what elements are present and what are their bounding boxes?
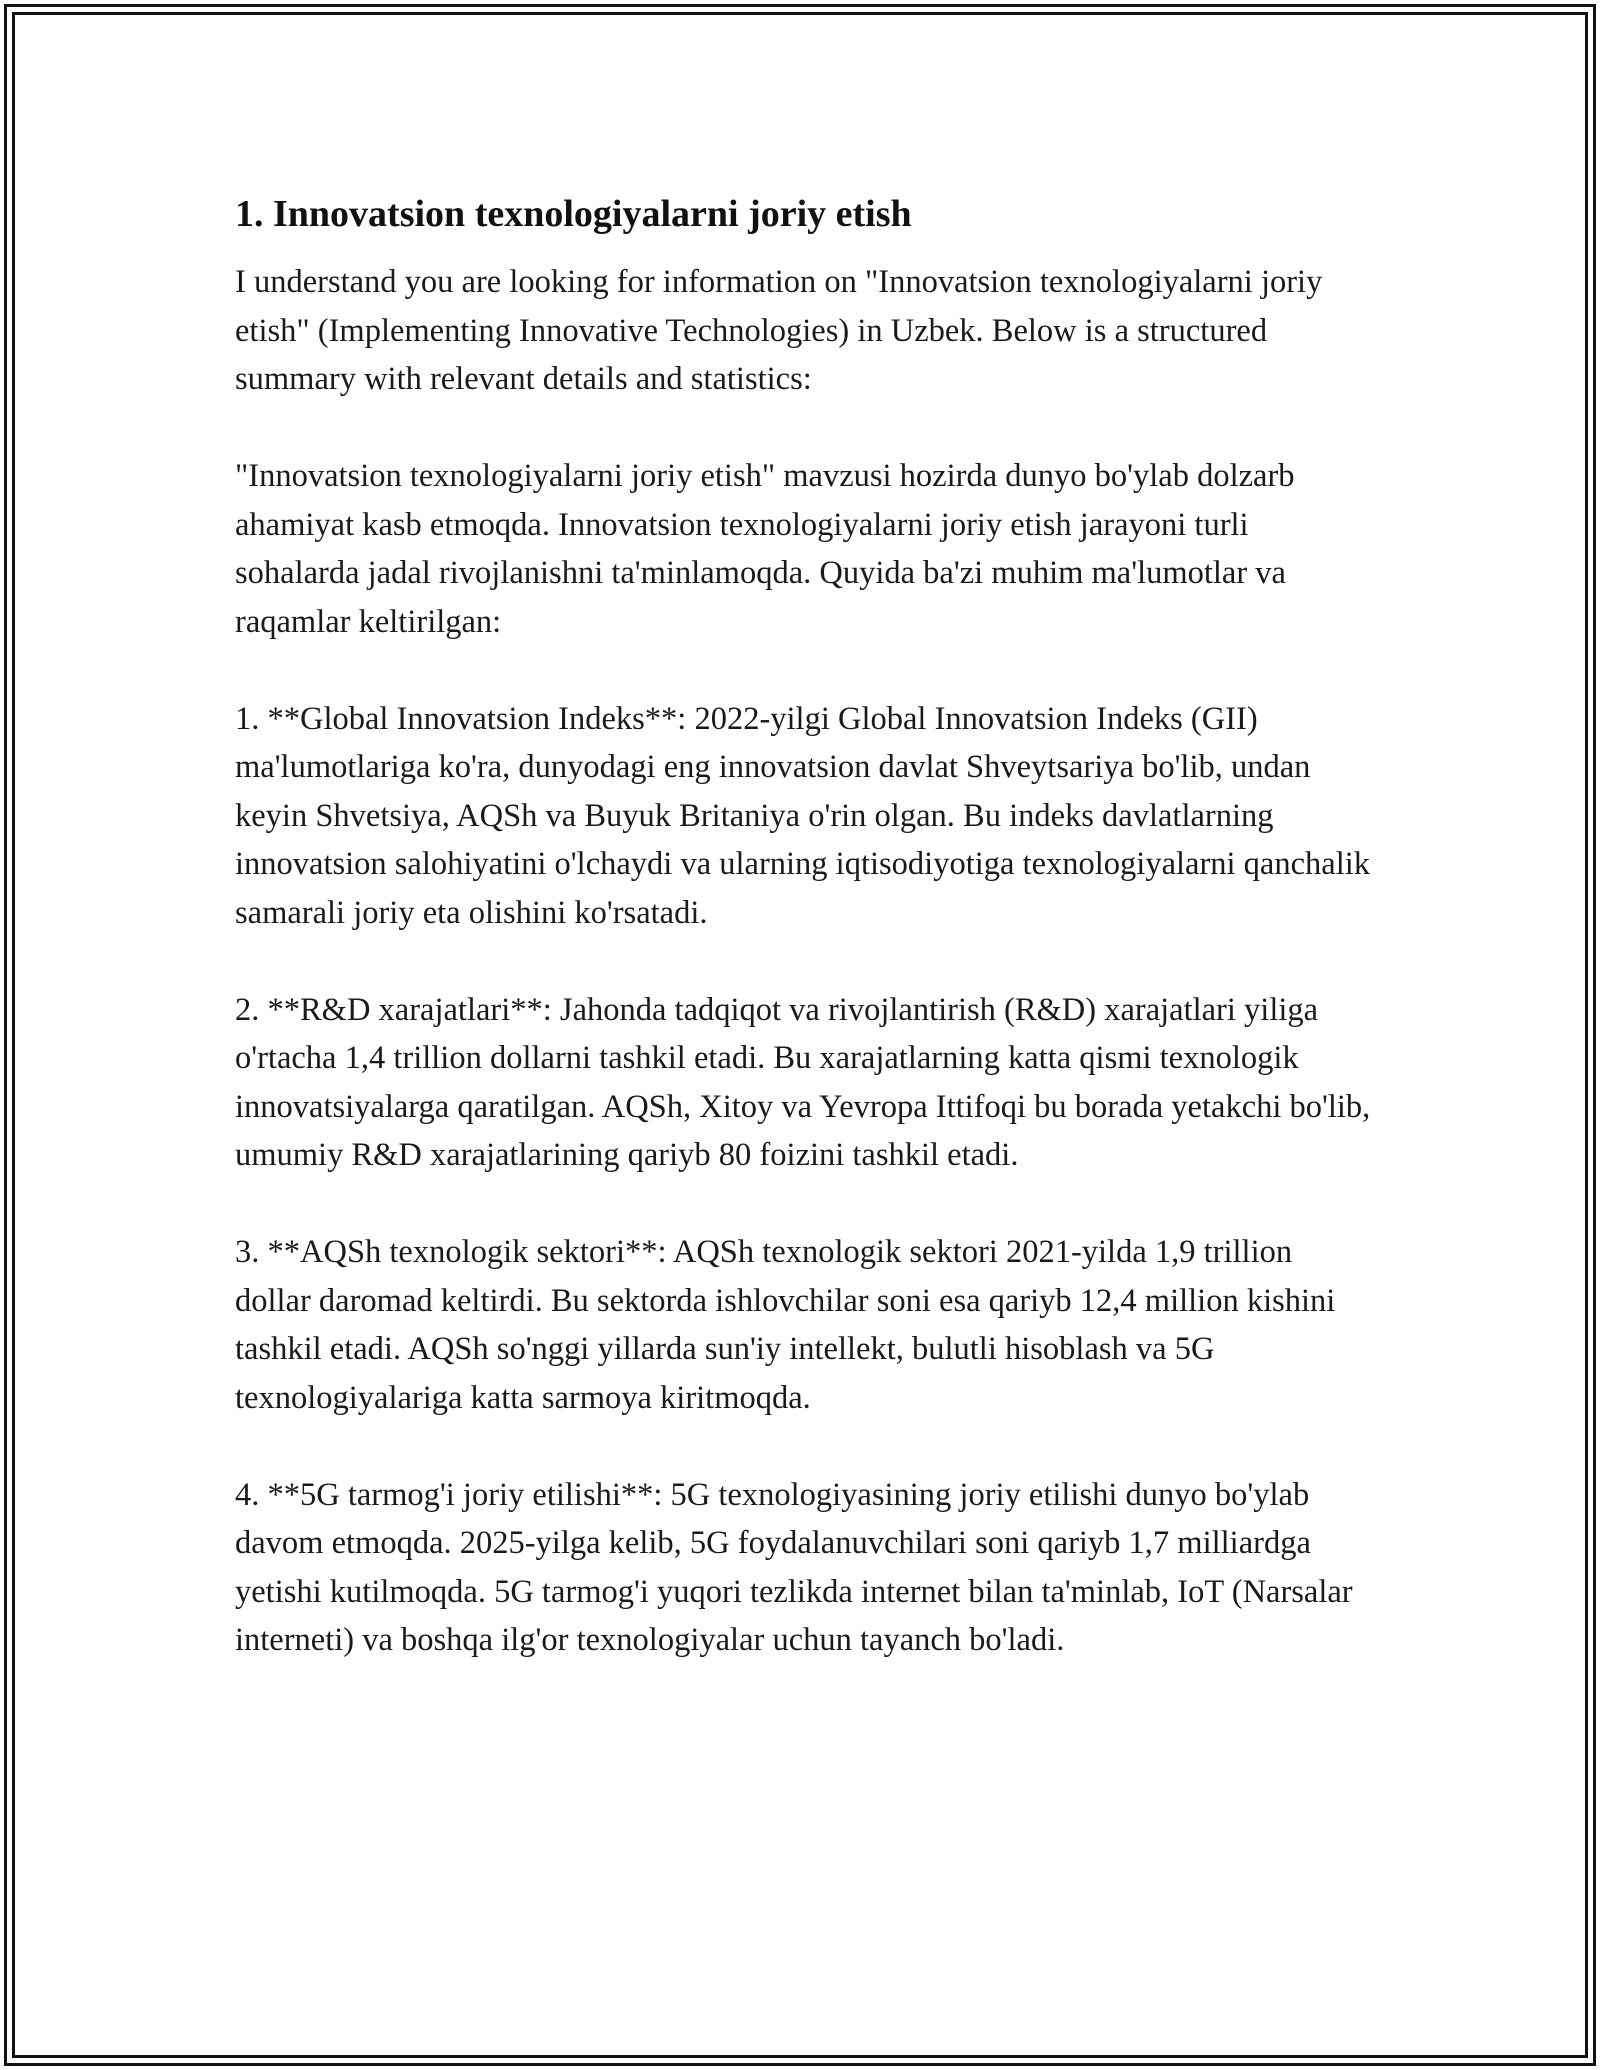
context-paragraph: "Innovatsion texnologiyalarni joriy etish" mavzusi hozirda dunyo bo'ylab dolzarb ahamiyat kasb etmoqda. Innovatsion texnologiyalarni joriy etish jarayoni turli sohalarda jadal rivojlanishni ta'minlamoqda. Quyida ba'zi muhim ma'lumotlar va raqamlar keltirilgan: [235, 458, 1295, 640]
list-item-rd-expenses: 2. **R&D xarajatlari**: Jahonda tadqiqot va rivojlantirish (R&D) xarajatlari yiliga o'rtacha 1,4 trillion dollarni tashkil etadi. Bu xarajatlarning katta qismi texnologik innovatsiyalarga qaratilgan. AQSh, Xitoy va Yevropa Ittifoqi bu borada yetakchi bo'lib, umumiy R&D xarajatlarining qariyb 80 foizini tashkil etadi. [235, 991, 1371, 1173]
document-title: 1. Innovatsion texnologiyalarni joriy etish [235, 193, 912, 235]
intro-paragraph: I understand you are looking for information on "Innovatsion texnologiyalarni joriy etish" (Implementing Innovative Technologies) in Uzbek. Below is a structured summary with relevant details and statistics: [235, 264, 1323, 397]
list-item-us-tech-sector: 3. **AQSh texnologik sektori**: AQSh texnologik sektori 2021-yilda 1,9 trillion dollar daromad keltirdi. Bu sektorda ishlovchilar soni esa qariyb 12,4 million kishini tashkil etadi. AQSh so'nggi yillarda sun'iy intellekt, bulutli hisoblash va 5G texnologiyalariga katta sarmoya kiritmoqda. [235, 1234, 1336, 1416]
document-body [235, 188, 1375, 1665]
list-item-global-innovation-index: 1. **Global Innovatsion Indeks**: 2022-yilgi Global Innovatsion Indeks (GII) ma'lumotlariga ko'ra, dunyodagi eng innovatsion davlat Shveytsariya bo'lib, undan keyin Shvetsiya, AQSh va Buyuk Britaniya o'rin olgan. Bu indeks davlatlarning innovatsion salohiyatini o'lchaydi va ularning iqtisodiyotiga texnologiyalarni qanchalik samarali joriy eta olishini ko'rsatadi. [235, 700, 1371, 931]
list-item-5g-rollout: 4. **5G tarmog'i joriy etilishi**: 5G texnologiyasining joriy etilishi dunyo bo'ylab davom etmoqda. 2025-yilga kelib, 5G foydalanuvchilari soni qariyb 1,7 milliardga yetishi kutilmoqda. 5G tarmog'i yuqori tezlikda internet bilan ta'minlab, IoT (Narsalar interneti) va boshqa ilg'or texnologiyalar uchun tayanch bo'ladi. [235, 1476, 1353, 1658]
